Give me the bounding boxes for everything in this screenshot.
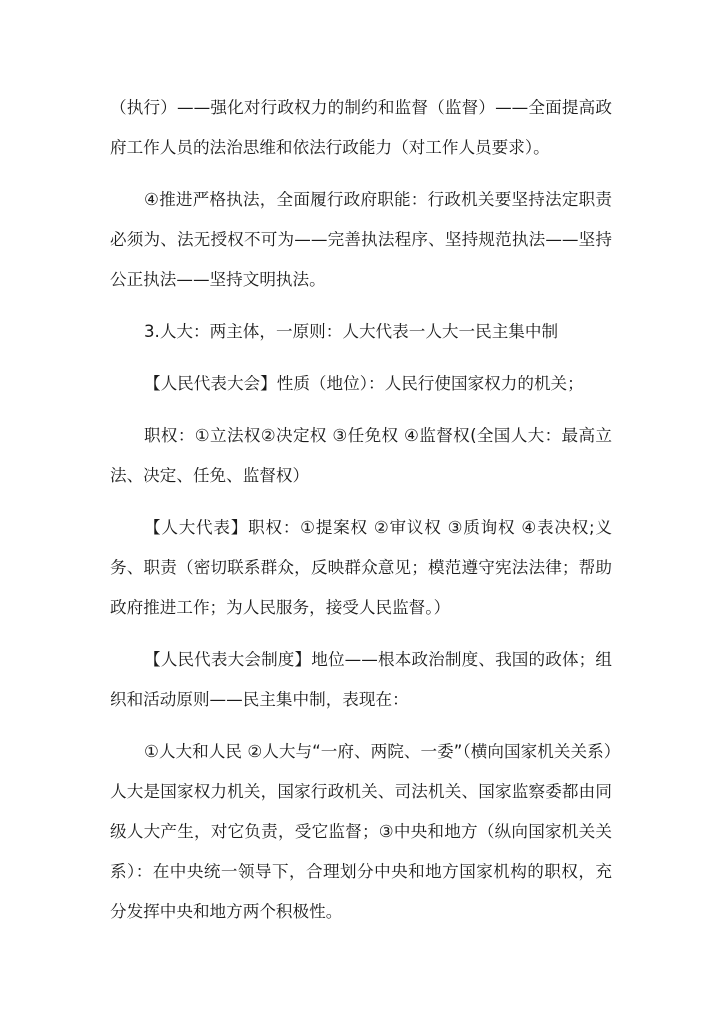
paragraph-administration-supervision: （执行）——强化对行政权力的制约和监督（监督）——全面提高政府工作人员的法治思维和依法行政能力（对工作人员要求）。 (110, 98, 612, 157)
paragraph-npc-powers: 职权：①立法权②决定权 ③任免权 ④监督权(全国人大：最高立法、决定、任免、监督权） (110, 426, 612, 485)
paragraph-npc-system: 【人民代表大会制度】地位——根本政治制度、我国的政体；组织和活动原则——民主集中制，表现在： (110, 650, 612, 709)
paragraph-strict-law-enforcement: ④推进严格执法，全面履行政府职能：行政机关要坚持法定职责必须为、法无授权不可为——完善执法程序、坚持规范执法——坚持公正执法——坚持文明执法。 (110, 190, 612, 289)
paragraph-npc-overview: 3.人大：两主体，一原则：人大代表一人大一民主集中制 (144, 322, 559, 341)
paragraph-npc-relations: ①人大和人民 ②人大与“一府、两院、一委”（横向国家机关关系）人大是国家权力机关，国家行政机关、司法机关、国家监察委都由同级人大产生，对它负责，受它监督；③中央和地方（纵向国家机关关系）：在中央统一领导下，合理划分中央和地方国家机构的职权，充分发挥中央和地方两个积极性。 (110, 742, 612, 921)
paragraph-npc-nature: 【人民代表大会】性质（地位）：人民行使国家权力的机关； (144, 374, 584, 393)
document-page (110, 88, 612, 944)
paragraph-npc-deputies: 【人大代表】职权：①提案权 ②审议权 ③质询权 ④表决权;义务、职责（密切联系群众，反映群众意见；模范遵守宪法法律；帮助政府推进工作；为人民服务，接受人民监督。） (110, 518, 612, 617)
